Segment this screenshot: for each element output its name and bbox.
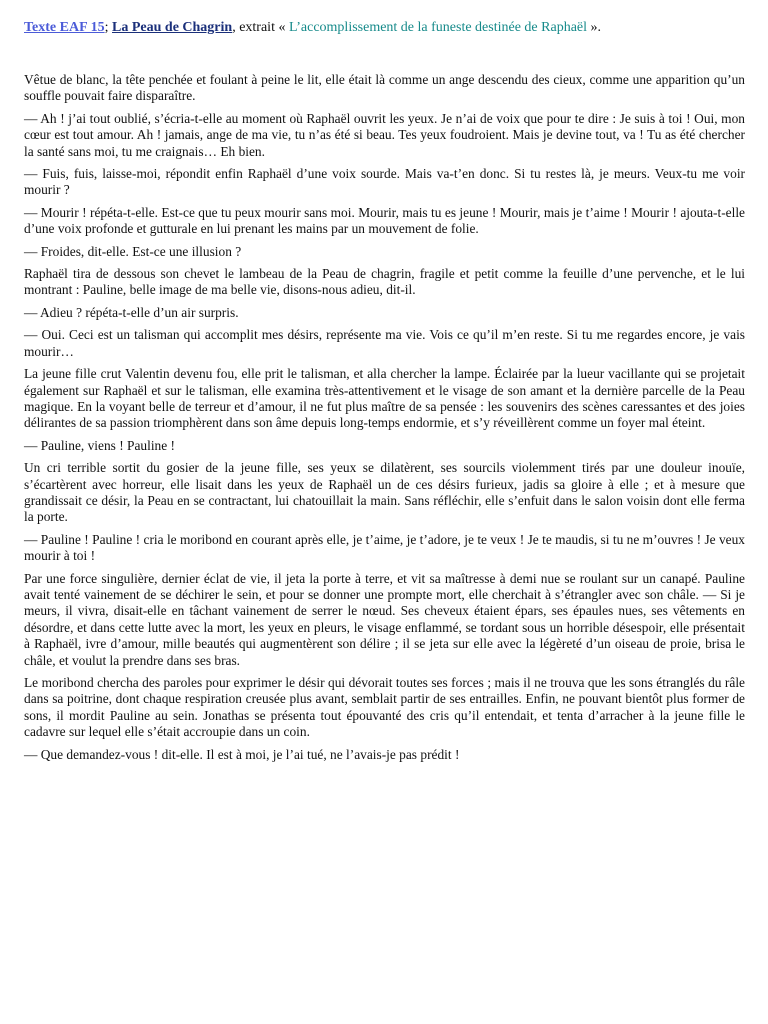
- paragraph-5: — Froides, dit-elle. Est-ce une illusion ?: [24, 243, 242, 259]
- paragraph-10: — Pauline, viens ! Pauline !: [24, 437, 175, 453]
- paragraph-14: Le moribond chercha des paroles pour exprimer le désir qui dévorait toutes ses forces ; mais il ne trouva que les sons étranglés du râle dans sa poitrine, dont chaque respiration creusée plus avant, semblait partir de ses entrailles. Enfin, ne pouvant bientôt plus former de sons, il mordit Pauline au sein. Jonathas se présenta tout épouvanté des cris qu’il entendait, et tenta d’arracher à la jeune fille le cadavre sur lequel elle s’était accroupie dans un coin.: [24, 675, 745, 740]
- document-body: [24, 72, 745, 763]
- header-extract-label: , extrait «: [232, 20, 289, 35]
- paragraph-6: Raphaël tira de dessous son chevet le lambeau de la Peau de chagrin, fragile et petit comme la feuille d’une pervenche, et le lui montrant : Pauline, belle image de ma belle vie, disons-nous adieu, dit-il.: [24, 266, 745, 298]
- paragraph-13: Par une force singulière, dernier éclat de vie, il jeta la porte à terre, et vit sa maîtresse à demi nue se roulant sur un canapé. Pauline avait tenté vainement de se déchirer le sein, et pour se donner une prompte mort, elle cherchait à s’étrangler avec son châle. — Si je meurs, il vivra, disait-elle en tâchant vainement de serrer le nœud. Ses cheveux étaient épars, ses épaules nues, ses vêtements en désordre, et dans cette lutte avec la mort, les yeux en pleurs, le visage enflammé, se tordant sous un horrible désespoir, elle présentait à Raphaël, ivre d’amour, mille beautés qui augmentèrent son délire ; il se jeta sur elle avec la légèreté d’un oiseau de proie, brisa le châle, et voulut la prendre dans ses bras.: [24, 570, 745, 668]
- paragraph-1: Vêtue de blanc, la tête penchée et foulant à peine le lit, elle était là comme un ange descendu des cieux, comme une apparition qu’un souffle pouvait faire disparaître.: [24, 72, 745, 104]
- paragraph-3: — Fuis, fuis, laisse-moi, répondit enfin Raphaël d’une voix sourde. Mais va-t’en donc. Si tu restes là, je meurs. Veux-tu me voir mourir ?: [24, 166, 745, 198]
- link-la-peau-de-chagrin[interactable]: La Peau de Chagrin: [112, 20, 233, 35]
- paragraph-15: — Que demandez-vous ! dit-elle. Il est à moi, je l’ai tué, ne l’avais-je pas prédit !: [24, 746, 460, 762]
- paragraph-11: Un cri terrible sortit du gosier de la jeune fille, ses yeux se dilatèrent, ses sourcils violemment tirés par une douleur inouïe, s’écartèrent avec horreur, elle lisait dans les yeux de Raphaël un de ces désirs furieux, jadis sa gloire à elle ; et à mesure que grandissait ce désir, la Peau en se contractant, lui chatouillait la main. Sans réfléchir, elle s’enfuit dans le salon voisin dont elle ferma la porte.: [24, 460, 745, 525]
- link-texte-eaf[interactable]: Texte EAF 15: [24, 20, 105, 35]
- paragraph-7: — Adieu ? répéta-t-elle d’un air surpris.: [24, 304, 239, 320]
- header-closing: ».: [587, 20, 602, 35]
- paragraph-12: — Pauline ! Pauline ! cria le moribond en courant après elle, je t’aime, je t’adore, je te veux ! Je te maudis, si tu ne m’ouvres ! Je veux mourir à toi !: [24, 531, 745, 564]
- header-subtitle: L’accomplissement de la funeste destinée de Raphaël: [288, 20, 588, 35]
- paragraph-4: — Mourir ! répéta-t-elle. Est-ce que tu peux mourir sans moi. Mourir, mais tu es jeune ! Mourir, mais je t’aime ! Mourir ! ajouta-t-elle d’une voix profonde et gutturale en lui prenant les mains par un mouvement de folie.: [24, 204, 745, 237]
- paragraph-2: — Ah ! j’ai tout oublié, s’écria-t-elle au moment où Raphaël ouvrit les yeux. Je n’ai de voix que pour te dire : Je suis à toi ! Oui, mon cœur est tout amour. Ah ! jamais, ange de ma vie, tu n’as été si beau. Tes yeux foudroient. Mais je devine tout, va ! Tu as été chercher la santé sans moi, tu me craignais… Eh bien.: [24, 110, 745, 159]
- paragraph-8: — Oui. Ceci est un talisman qui accomplit mes désirs, représente ma vie. Vois ce qu’il m’en reste. Si tu me regardes encore, je vais mourir…: [24, 327, 745, 359]
- header-separator: ;: [104, 20, 113, 35]
- document-page: [24, 18, 745, 769]
- paragraph-9: La jeune fille crut Valentin devenu fou, elle prit le talisman, et alla chercher la lampe. Éclairée par la lueur vacillante qui se projetait également sur Raphaël et sur le talisman, elle examina très-attentivement et le visage de son amant et la dernière parcelle de la Peau magique. En la voyant belle de terreur et d’amour, il ne fut plus maître de sa pensée : les souvenirs des scènes caressantes et des joies délirantes de sa passion triomphèrent dans son âme depuis long-temps endormie, et s’y réveillèrent comme un foyer mal éteint.: [24, 366, 745, 431]
- document-header: [24, 18, 745, 38]
